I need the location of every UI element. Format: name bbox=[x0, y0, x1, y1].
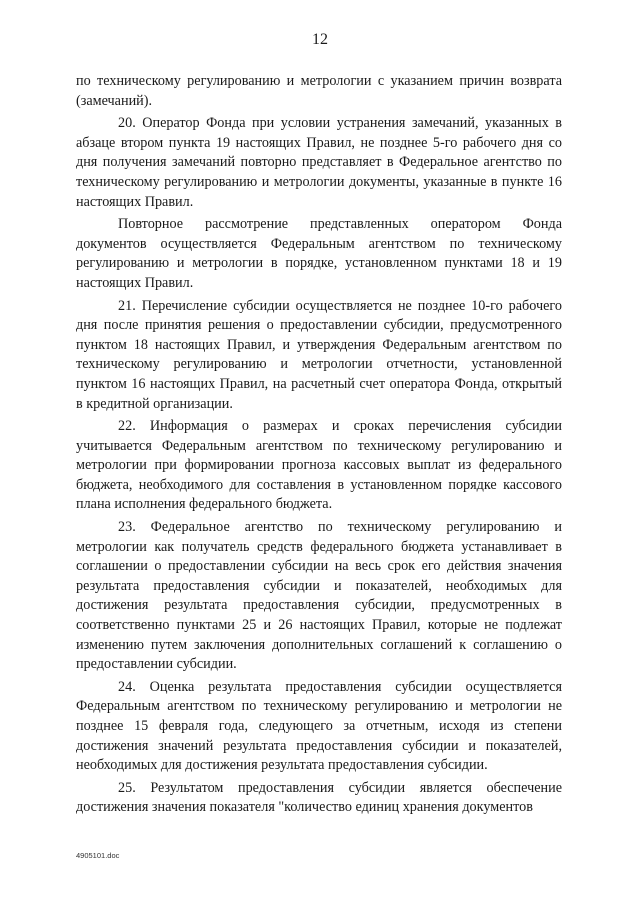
footer-file-code: 4905101.doc bbox=[76, 851, 120, 860]
paragraph-continuation: по техническому регулированию и метрологии с указанием причин возврата (замечаний). bbox=[76, 73, 562, 109]
paragraph-resubmission: Повторное рассмотрение представленных оператором Фонда документов осуществляется Федеральным агентством по техническому регулированию и метрологии в порядке, установленном пунктами 18 и 19 настоящих Правил. bbox=[76, 216, 562, 291]
document-body bbox=[76, 72, 562, 821]
paragraph-item-24: 24. Оценка результата предоставления субсидии осуществляется Федеральным агентством по техническому регулированию и метрологии не позднее 15 февраля года, следующего за отчетным, исходя из степени достижения значений результата предоставления субсидии и показателей, необходимых для достижения результата предоставления субсидии. bbox=[76, 678, 562, 774]
paragraph-item-22: 22. Информация о размерах и сроках перечисления субсидии учитывается Федеральным агентством по техническому регулированию и метрологии при формировании прогноза кассовых выплат из федерального бюджета, необходимого для составления в установленном порядке кассового плана исполнения федерального бюджета. bbox=[76, 418, 562, 513]
paragraph-item-20: 20. Оператор Фонда при условии устранения замечаний, указанных в абзаце втором пункта 19 настоящих Правил, не позднее 5-го рабочего дня со дня получения замечаний повторно представляет в Федеральное агентство по техническому регулированию и метрологии документы, указанные в пункте 16 настоящих Правил. bbox=[76, 115, 562, 210]
page-number: 12 bbox=[312, 31, 328, 48]
paragraph-item-23: 23. Федеральное агентство по техническому регулированию и метрологии как получатель средств федерального бюджета устанавливает в соглашении о предоставлении субсидии на весь срок его действия значения результата предоставления субсидии и показателей, необходимых для достижения результата предоставления субсидии, предусмотренных в соответственно пунктами 25 и 26 настоящих Правил, которые не подлежат изменению путем заключения дополнительных соглашений к соглашению о предоставлении субсидии. bbox=[76, 519, 562, 673]
paragraph-item-25: 25. Результатом предоставления субсидии является обеспечение достижения значения показателя "количество единиц хранения документов bbox=[76, 779, 562, 816]
paragraph-item-21: 21. Перечисление субсидии осуществляется не позднее 10-го рабочего дня после принятия решения о предоставлении субсидии, предусмотренного пунктом 18 настоящих Правил, и утверждения Федеральным агентством по техническому регулированию и метрологии отчетности, установленной пунктом 16 настоящих Правил, на расчетный счет оператора Фонда, открытый в кредитной организации. bbox=[76, 297, 562, 412]
